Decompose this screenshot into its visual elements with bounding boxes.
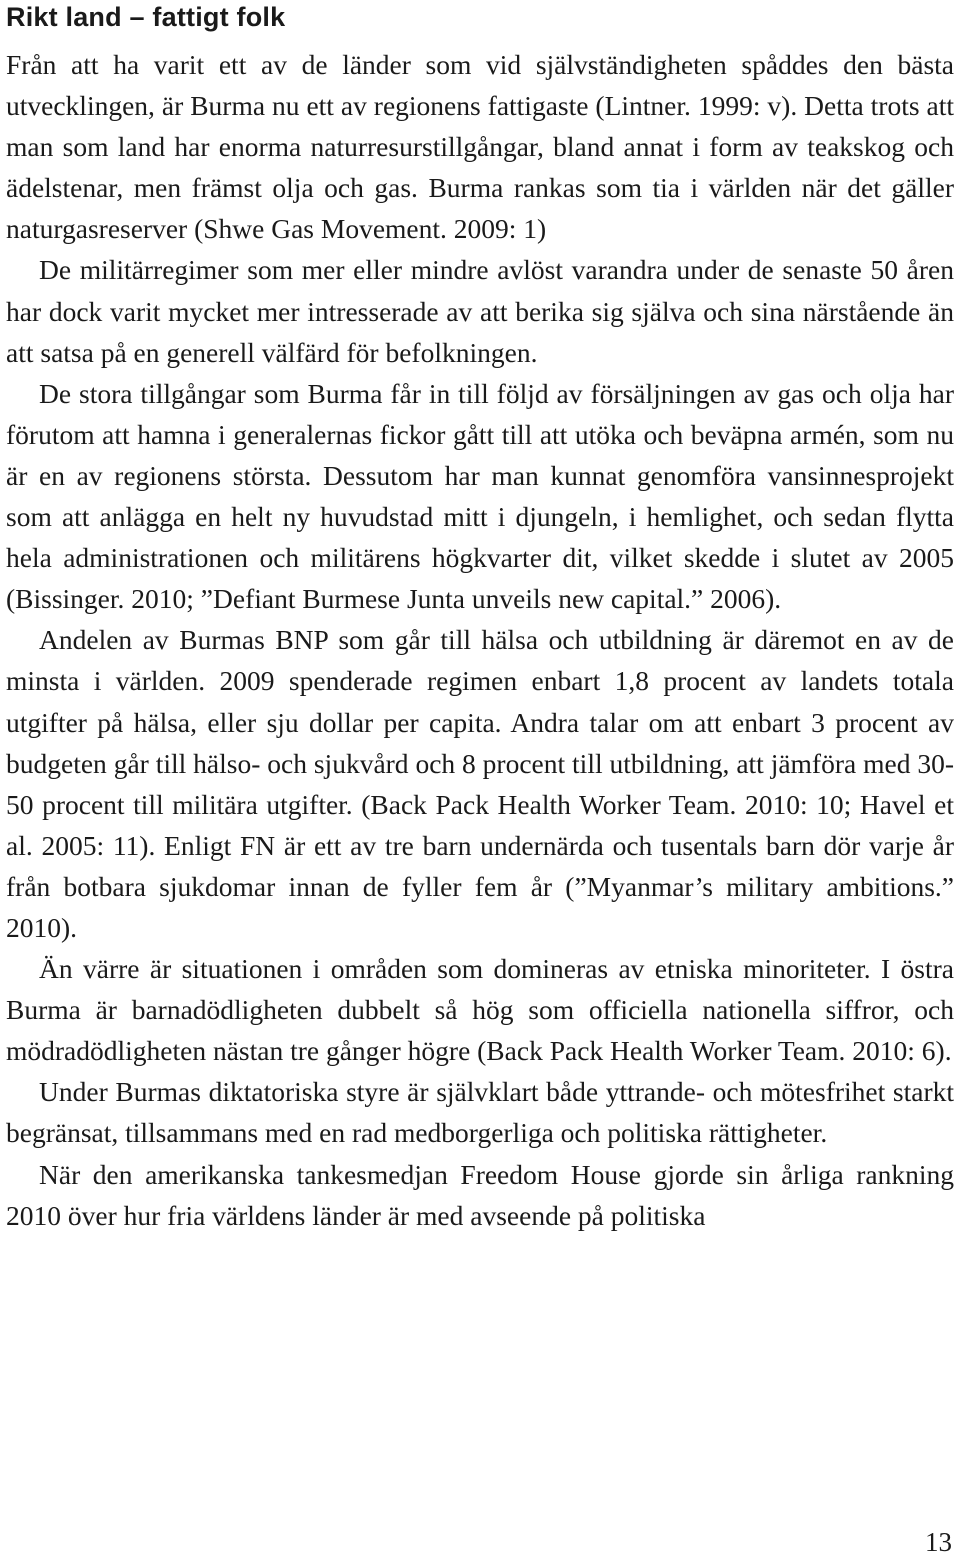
paragraph-4: Andelen av Burmas BNP som går till hälsa och utbildning är däremot en av de minsta i världen. 2009 spenderade regimen enbart 1,8 procent av landets totala utgifter på hälsa, eller sju dollar per capita. Andra talar om att enbart 3 procent av budgeten går till hälso- och sjukvård och 8 procent till utbildning, att jämföra med 30-50 procent till militära utgifter. (Back Pack Health Worker Team. 2010: 10; Havel et al. 2005: 11). Enligt FN är ett av tre barn undernärda och tusentals barn dör varje år från botbara sjukdomar innan de fyller fem år (”Myanmar’s military ambitions.” 2010). <box>6 624 954 943</box>
paragraph-2: De militärregimer som mer eller mindre avlöst varandra under de senaste 50 åren har dock varit mycket mer intresserade av att berika sig själva och sina närstående än att satsa på en generell välfärd för befolkningen. <box>6 254 954 368</box>
document-page <box>6 0 954 1236</box>
page-number: 13 <box>925 1527 952 1557</box>
section-heading: Rikt land – fattigt folk <box>6 2 286 32</box>
paragraph-6: Under Burmas diktatoriska styre är självklart både yttrande- och mötesfrihet starkt begränsat, tillsammans med en rad medborgerliga och politiska rättigheter. <box>6 1076 954 1149</box>
paragraph-1: Från att ha varit ett av de länder som vid självständigheten spåddes den bästa utvecklingen, är Burma nu ett av regionens fattigaste (Lintner. 1999: v). Detta trots att man som land har enorma naturresurstillgångar, bland annat i form av teakskog och ädelstenar, men främst olja och gas. Burma rankas som tia i världen när det gäller naturgasreserver (Shwe Gas Movement. 2009: 1) <box>6 49 954 245</box>
paragraph-7: När den amerikanska tankesmedjan Freedom House gjorde sin årliga rankning 2010 över hur fria världens länder är med avseende på politiska <box>6 1158 954 1231</box>
paragraph-5: Än värre är situationen i områden som domineras av etniska minoriteter. I östra Burma är barnadödligheten dubbelt så hög som officiella nationella siffror, och mödradödligheten nästan tre gånger högre (Back Pack Health Worker Team. 2010: 6). <box>6 953 954 1067</box>
body-text <box>6 34 954 1236</box>
paragraph-3: De stora tillgångar som Burma får in till följd av försäljningen av gas och olja har förutom att hamna i generalernas fickor gått till att utöka och beväpna armén, som nu är en av regionens största. Dessutom har man kunnat genomföra vansinnesprojekt som att anlägga en helt ny huvudstad mitt i djungeln, i hemlighet, och sedan flytta hela administrationen och militärens högkvarter dit, vilket skedde i slutet av 2005 (Bissinger. 2010; ”Defiant Burmese Junta unveils new capital.” 2006). <box>6 377 954 615</box>
